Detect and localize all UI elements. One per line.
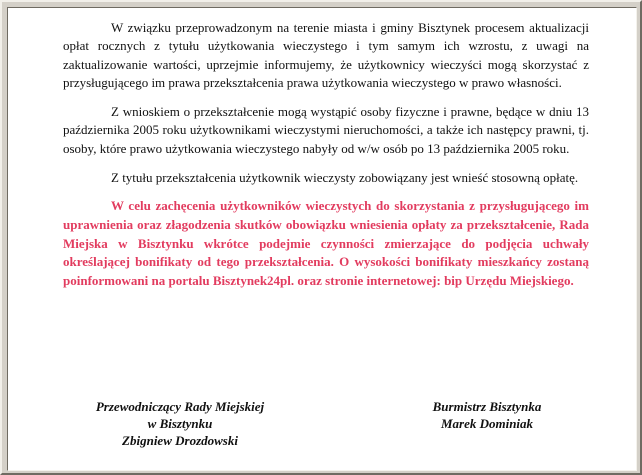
document-content [63,19,589,301]
signature-right-name: Marek Dominiak [440,416,534,431]
paragraph-conversion-info: W związku przeprowadzonym na terenie miasta i gminy Bisztynek procesem aktualizacji opłat rocznych z tytułu użytkowania wieczystego i tym samym ich wzrostu, z uwagi na zaktualizowanie wartości, uprzejmie informujemy, że użytkownicy wieczyści mogą skorzystać z przysługującego im prawa przekształcenia prawa użytkowania wieczystego w prawo własności. [63,20,589,90]
paragraph-fee-obligation: Z tytułu przekształcenia użytkownik wieczysty zobowiązany jest wnieść stosowną opłatę. [111,170,579,186]
signature-left-name: Zbigniew Drozdowski [122,433,238,448]
paragraph-eligible-persons: Z wnioskiem o przekształcenie mogą wystąpić osoby fizyczne i prawne, będące w dniu 13 października 2005 roku użytkownikami wieczystymi nieruchomości, a także ich następcy prawni, tj. osoby, które prawo użytkowania wieczystego nabyły od w/w osób po 13 października 2005 roku. [63,104,589,156]
paragraph-bonus-announcement: W celu zachęcenia użytkowników wieczystych do skorzystania z przysługującego im uprawnienia oraz złagodzenia skutków obowiązku wniesienia opłaty za przekształcenie, Rada Miejska w Bisztynku wkrótce podejmie czynności zmierzające do podjęcia uchwały określającej bonifikaty od tego przekształcenia. O wysokości bonifikaty mieszkańcy zostaną poinformowani na portalu Bisztynek24pl. oraz stronie internetowej: bip Urzędu Miejskiego. [63,198,589,288]
signature-mayor [407,398,567,432]
signature-left-place: w Bisztynku [147,416,213,431]
signature-council-chairman [85,398,275,449]
signature-left-title: Przewodniczący Rady Miejskiej [95,399,265,414]
signature-right-title: Burmistrz Bisztynka [432,399,542,414]
